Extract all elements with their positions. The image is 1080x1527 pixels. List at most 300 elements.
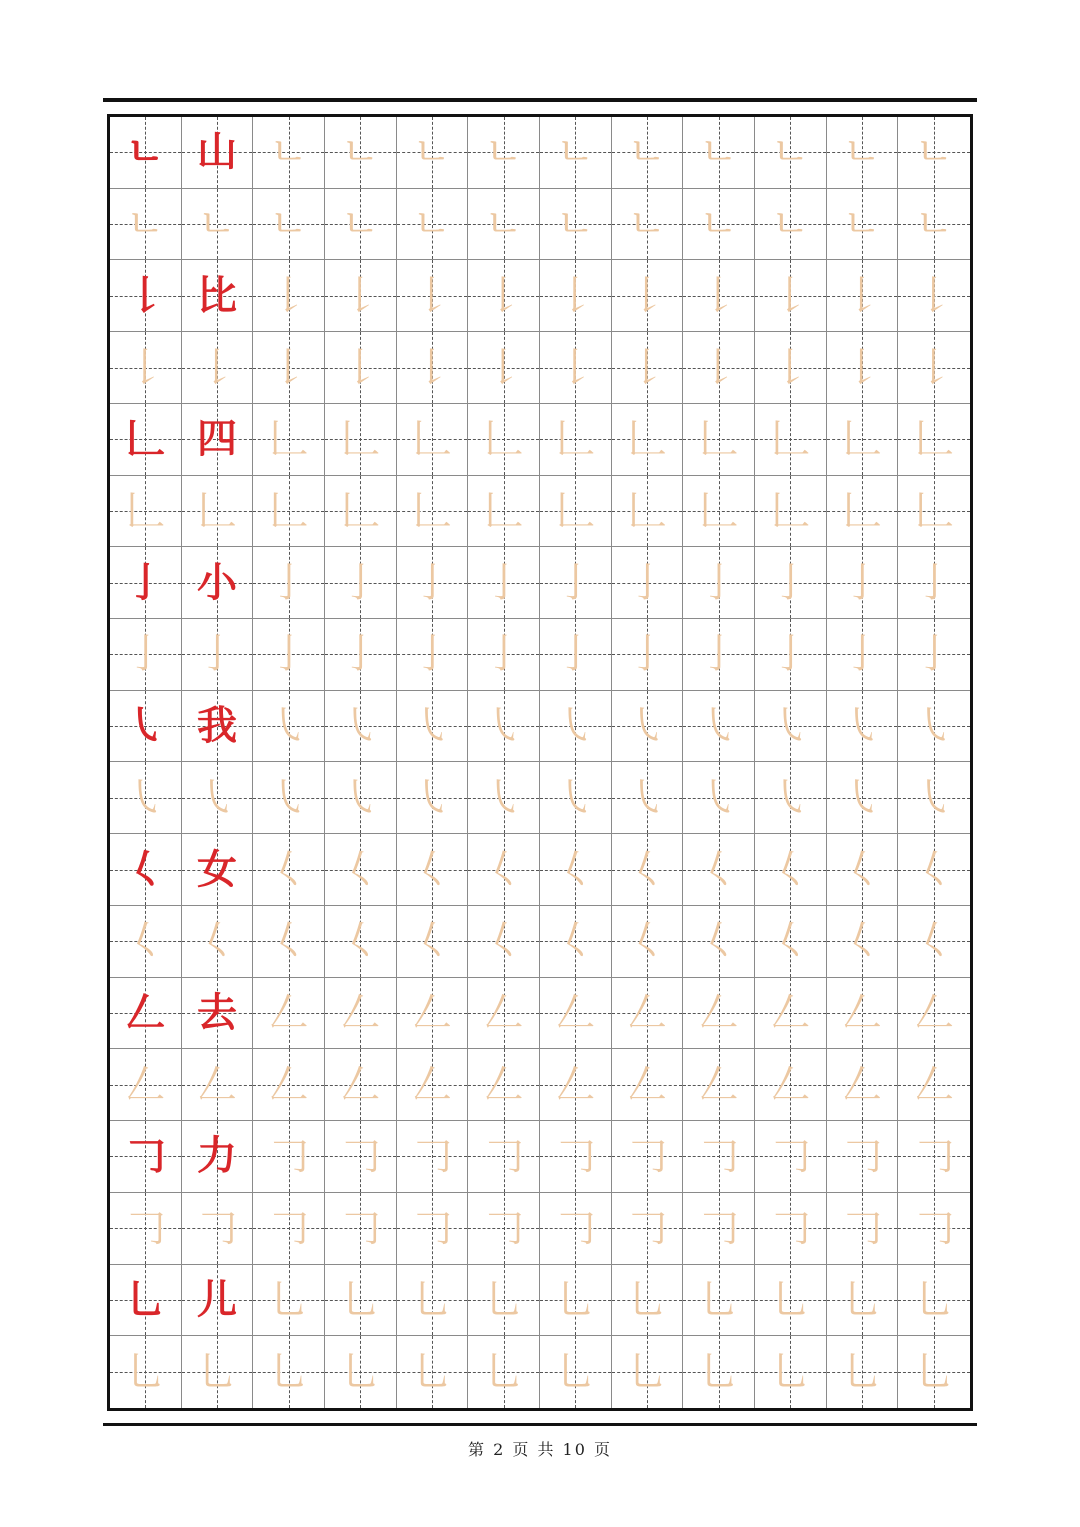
stroke-trace: 𠃊: [914, 416, 955, 463]
grid-cell: [683, 619, 755, 691]
stroke-trace: 𠄌: [340, 344, 381, 391]
stroke-trace: 亅: [698, 559, 739, 606]
stroke-trace: 𠃊: [841, 416, 882, 463]
stroke-trace: 𠃌: [555, 1205, 596, 1252]
grid-cell: [540, 978, 612, 1050]
grid-cell: [898, 404, 970, 476]
grid-cell: [540, 547, 612, 619]
grid-cell: [612, 1193, 684, 1265]
grid-cell: [612, 260, 684, 332]
grid-cell: [827, 332, 899, 404]
stroke-trace: 乚: [555, 1276, 596, 1323]
grid-cell: [182, 260, 254, 332]
example-character: 力: [196, 1132, 237, 1180]
grid-cell: [468, 762, 540, 834]
stroke-trace: 𠃋: [268, 990, 309, 1037]
stroke-trace: 亅: [555, 631, 596, 678]
stroke-trace: 亅: [841, 559, 882, 606]
stroke-trace: 𠃊: [125, 487, 166, 534]
grid-cell: [540, 762, 612, 834]
grid-cell: [612, 332, 684, 404]
stroke-trace: 𠃊: [268, 487, 309, 534]
stroke-trace: 𠃌: [555, 1133, 596, 1180]
grid-cell: [898, 117, 970, 189]
grid-cell: [253, 404, 325, 476]
stroke-trace: 亅: [411, 631, 452, 678]
grid-cell: [325, 834, 397, 906]
grid-cell: [898, 547, 970, 619]
stroke-trace: 𠃊: [411, 487, 452, 534]
grid-cell: [468, 476, 540, 548]
stroke-trace: 𠃊: [626, 416, 667, 463]
stroke-model: ㇂: [125, 702, 166, 750]
grid-cell: [468, 332, 540, 404]
stroke-trace: 𠄌: [914, 344, 955, 391]
stroke-trace: 𠄌: [555, 272, 596, 319]
grid-cell: [182, 1193, 254, 1265]
grid-cell: [683, 906, 755, 978]
grid-cell: [253, 834, 325, 906]
grid-cell: [755, 1049, 827, 1121]
grid-cell: [253, 906, 325, 978]
stroke-trace: 𠃊: [770, 487, 811, 534]
stroke-trace: 𠄌: [411, 272, 452, 319]
stroke-trace: ㇂: [555, 703, 596, 750]
stroke-trace: 亅: [268, 559, 309, 606]
grid-cell: [540, 906, 612, 978]
grid-cell: [612, 476, 684, 548]
stroke-trace: 乚: [914, 1349, 955, 1396]
grid-cell: [182, 117, 254, 189]
stroke-trace: ㇂: [483, 774, 524, 821]
stroke-trace: 𡿨: [125, 918, 166, 965]
stroke-trace: 亅: [626, 631, 667, 678]
stroke-trace: 乚: [411, 1349, 452, 1396]
stroke-trace: 𠄌: [411, 344, 452, 391]
page-footer: 第 2 页 共 10 页: [468, 1440, 612, 1459]
grid-cell: [612, 1265, 684, 1337]
stroke-trace: 𠄌: [125, 344, 166, 391]
grid-cell: [612, 1049, 684, 1121]
grid-cell: [468, 1049, 540, 1121]
grid-cell: [540, 189, 612, 261]
grid-cell: [325, 476, 397, 548]
stroke-trace: ㇂: [698, 703, 739, 750]
stroke-trace: 𠄌: [626, 272, 667, 319]
grid-cell: [755, 1336, 827, 1408]
grid-cell: [468, 691, 540, 763]
stroke-trace: 𠃌: [483, 1205, 524, 1252]
stroke-model: 𠃌: [125, 1132, 166, 1180]
grid-cell: [110, 1049, 182, 1121]
stroke-trace: 𠃊: [914, 487, 955, 534]
grid-cell: [898, 332, 970, 404]
stroke-trace: 亅: [196, 631, 237, 678]
grid-cell: [468, 117, 540, 189]
grid-cell: [755, 978, 827, 1050]
grid-cell: [182, 619, 254, 691]
grid-cell: [540, 404, 612, 476]
grid-cell: [397, 547, 469, 619]
grid-cell: [253, 762, 325, 834]
grid-cell: [325, 404, 397, 476]
stroke-trace: 𠄌: [841, 272, 882, 319]
grid-cell: [397, 260, 469, 332]
stroke-trace: 亅: [125, 631, 166, 678]
stroke-trace: 乚: [483, 1276, 524, 1323]
stroke-trace: 𠃌: [626, 1133, 667, 1180]
stroke-trace: ㇂: [914, 774, 955, 821]
stroke-trace: 𠃌: [268, 1133, 309, 1180]
grid-cell: [325, 762, 397, 834]
grid-cell: [468, 260, 540, 332]
stroke-trace: 𠄌: [770, 344, 811, 391]
grid-cell: [540, 332, 612, 404]
stroke-trace: ㇂: [411, 774, 452, 821]
grid-cell: [683, 691, 755, 763]
stroke-trace: 𡿨: [770, 846, 811, 893]
stroke-trace: 𠃋: [340, 1061, 381, 1108]
grid-cell: [827, 1265, 899, 1337]
stroke-trace: 𠃋: [555, 990, 596, 1037]
grid-cell: [253, 619, 325, 691]
grid-cell: [397, 332, 469, 404]
grid-cell: [397, 1336, 469, 1408]
stroke-trace: 𠄌: [268, 272, 309, 319]
stroke-trace: 𠄌: [914, 272, 955, 319]
grid-cell: [325, 1336, 397, 1408]
stroke-trace: ㄴ: [556, 129, 595, 176]
stroke-trace: ㇂: [411, 703, 452, 750]
stroke-trace: 𠃌: [914, 1133, 955, 1180]
grid-cell: [397, 1193, 469, 1265]
example-character: 女: [196, 845, 237, 893]
grid-cell: [397, 906, 469, 978]
grid-cell: [182, 189, 254, 261]
grid-cell: [898, 189, 970, 261]
grid-cell: [397, 619, 469, 691]
grid-cell: [898, 1336, 970, 1408]
stroke-trace: ㄴ: [556, 201, 595, 248]
stroke-trace: 𠃌: [914, 1205, 955, 1252]
stroke-trace: 𠃋: [841, 1061, 882, 1108]
grid-cell: [468, 834, 540, 906]
stroke-trace: 𠃌: [626, 1205, 667, 1252]
stroke-trace: 亅: [626, 559, 667, 606]
grid-cell: [110, 1121, 182, 1193]
grid-cell: [683, 978, 755, 1050]
grid-cell: [683, 332, 755, 404]
stroke-trace: 𠃊: [340, 487, 381, 534]
grid-cell: [110, 189, 182, 261]
grid-cell: [612, 906, 684, 978]
stroke-trace: 𡿨: [483, 918, 524, 965]
grid-cell: [827, 619, 899, 691]
grid-cell: [898, 1121, 970, 1193]
grid-cell: [468, 978, 540, 1050]
grid-cell: [540, 619, 612, 691]
example-character: 儿: [196, 1275, 237, 1323]
stroke-trace: 𠄌: [770, 272, 811, 319]
stroke-trace: ㇂: [268, 774, 309, 821]
grid-cell: [253, 189, 325, 261]
grid-cell: [110, 117, 182, 189]
grid-cell: [827, 404, 899, 476]
grid-cell: [683, 1121, 755, 1193]
grid-cell: [898, 691, 970, 763]
grid-cell: [540, 260, 612, 332]
stroke-trace: 亅: [340, 559, 381, 606]
stroke-trace: 亅: [841, 631, 882, 678]
grid-cell: [612, 834, 684, 906]
stroke-model: 𡿨: [125, 845, 166, 893]
grid-cell: [755, 476, 827, 548]
stroke-trace: 𠃌: [340, 1133, 381, 1180]
grid-cell: [898, 1193, 970, 1265]
grid-cell: [827, 547, 899, 619]
bottom-rule: [103, 1423, 977, 1426]
grid-cell: [110, 978, 182, 1050]
grid-cell: [612, 189, 684, 261]
grid-cell: [325, 1121, 397, 1193]
grid-cell: [182, 762, 254, 834]
stroke-trace: 𠃋: [698, 1061, 739, 1108]
stroke-trace: 𡿨: [268, 846, 309, 893]
stroke-trace: 亅: [268, 631, 309, 678]
stroke-trace: 乚: [340, 1349, 381, 1396]
stroke-trace: 乚: [268, 1349, 309, 1396]
stroke-model: 𠃊: [125, 415, 166, 463]
example-character: 比: [196, 271, 237, 319]
grid-cell: [182, 978, 254, 1050]
stroke-trace: 𠄌: [340, 272, 381, 319]
grid-cell: [182, 1265, 254, 1337]
stroke-trace: ㄴ: [412, 201, 452, 248]
grid-cell: [755, 834, 827, 906]
stroke-trace: 𠃋: [914, 990, 955, 1037]
stroke-trace: 𠃊: [268, 416, 309, 463]
stroke-trace: ㄴ: [771, 129, 810, 176]
stroke-trace: 𠃊: [340, 416, 381, 463]
stroke-trace: 𡿨: [914, 846, 955, 893]
stroke-trace: 𠃊: [411, 416, 452, 463]
grid-cell: [683, 476, 755, 548]
grid-cell: [612, 117, 684, 189]
stroke-trace: 𠃊: [841, 487, 882, 534]
stroke-trace: 𡿨: [483, 846, 524, 893]
grid-cell: [540, 834, 612, 906]
stroke-trace: ㄴ: [914, 129, 954, 176]
stroke-trace: 𠃊: [555, 487, 596, 534]
stroke-trace: 𠃊: [626, 487, 667, 534]
grid-cell: [397, 189, 469, 261]
stroke-trace: 乚: [626, 1276, 667, 1323]
stroke-trace: 𡿨: [626, 918, 667, 965]
stroke-trace: ㄴ: [842, 201, 882, 248]
stroke-trace: 𠃌: [483, 1133, 524, 1180]
grid-cell: [612, 978, 684, 1050]
stroke-trace: ㄴ: [484, 201, 523, 248]
stroke-trace: 𠃋: [555, 1061, 596, 1108]
stroke-trace: 𠃌: [411, 1205, 452, 1252]
grid-cell: [898, 978, 970, 1050]
stroke-trace: 𠃋: [196, 1061, 237, 1108]
stroke-trace: ㇂: [268, 703, 309, 750]
stroke-trace: ㄴ: [341, 201, 380, 248]
stroke-trace: 𡿨: [770, 918, 811, 965]
stroke-trace: 乚: [698, 1349, 739, 1396]
grid-cell: [898, 834, 970, 906]
stroke-trace: 𡿨: [196, 918, 237, 965]
stroke-trace: ㄴ: [627, 201, 667, 248]
stroke-trace: 𠃋: [125, 1061, 166, 1108]
stroke-trace: ㇂: [483, 703, 524, 750]
grid-cell: [827, 834, 899, 906]
stroke-model: 乚: [125, 1275, 166, 1323]
grid-cell: [110, 332, 182, 404]
grid-cell: [110, 1193, 182, 1265]
stroke-trace: 𡿨: [698, 846, 739, 893]
grid-cell: [397, 1265, 469, 1337]
grid-cell: [755, 1265, 827, 1337]
grid-cell: [182, 691, 254, 763]
grid-cell: [325, 1049, 397, 1121]
grid-cell: [325, 1193, 397, 1265]
stroke-trace: 𠃌: [841, 1205, 882, 1252]
grid-cell: [898, 1049, 970, 1121]
grid-cell: [755, 260, 827, 332]
stroke-trace: 亅: [698, 631, 739, 678]
grid-cell: [110, 1265, 182, 1337]
grid-cell: [253, 1193, 325, 1265]
stroke-trace: 𠄌: [626, 344, 667, 391]
stroke-trace: ㇂: [914, 703, 955, 750]
grid-cell: [827, 1193, 899, 1265]
grid-cell: [325, 978, 397, 1050]
grid-cell: [182, 332, 254, 404]
grid-cell: [540, 1121, 612, 1193]
grid-cell: [397, 1049, 469, 1121]
grid-cell: [683, 404, 755, 476]
grid-cell: [683, 547, 755, 619]
grid-cell: [325, 1265, 397, 1337]
grid-cell: [827, 906, 899, 978]
grid-cell: [182, 476, 254, 548]
grid-cell: [397, 762, 469, 834]
top-rule: [103, 98, 977, 102]
grid-cell: [110, 691, 182, 763]
stroke-trace: 乚: [626, 1349, 667, 1396]
grid-cell: [468, 1121, 540, 1193]
grid-cell: [397, 476, 469, 548]
stroke-trace: 乚: [555, 1349, 596, 1396]
grid-cell: [755, 906, 827, 978]
stroke-trace: 𡿨: [340, 918, 381, 965]
grid-cell: [898, 260, 970, 332]
example-character: 山: [196, 128, 237, 176]
grid-cell: [612, 1336, 684, 1408]
grid-cell: [898, 762, 970, 834]
stroke-trace: 𠃊: [555, 416, 596, 463]
stroke-trace: 亅: [411, 559, 452, 606]
stroke-trace: ㄴ: [699, 201, 738, 248]
grid-cell: [325, 547, 397, 619]
stroke-trace: 乚: [483, 1349, 524, 1396]
stroke-trace: 𠄌: [483, 344, 524, 391]
grid-cell: [468, 189, 540, 261]
stroke-trace: 𠃌: [770, 1133, 811, 1180]
stroke-model: 𠄌: [125, 271, 166, 319]
grid-cell: [182, 1336, 254, 1408]
stroke-trace: 亅: [555, 559, 596, 606]
stroke-model: ㄴ: [126, 128, 165, 176]
stroke-trace: ㇂: [196, 774, 237, 821]
stroke-trace: 亅: [770, 631, 811, 678]
grid-cell: [110, 260, 182, 332]
stroke-model: 𠃋: [125, 989, 166, 1037]
grid-cell: [253, 691, 325, 763]
grid-cell: [755, 691, 827, 763]
grid-cell: [755, 117, 827, 189]
grid-cell: [898, 619, 970, 691]
stroke-trace: 𠃌: [770, 1205, 811, 1252]
stroke-trace: 𠃋: [841, 990, 882, 1037]
stroke-trace: ㇂: [626, 774, 667, 821]
stroke-trace: 亅: [914, 631, 955, 678]
stroke-trace: 亅: [770, 559, 811, 606]
grid-cell: [325, 691, 397, 763]
stroke-trace: ㇂: [340, 703, 381, 750]
stroke-trace: ㇂: [340, 774, 381, 821]
stroke-trace: 𡿨: [268, 918, 309, 965]
stroke-trace: 𡿨: [555, 918, 596, 965]
grid-cell: [612, 1121, 684, 1193]
example-character: 小: [196, 558, 237, 606]
stroke-trace: 𡿨: [555, 846, 596, 893]
grid-cell: [397, 978, 469, 1050]
stroke-trace: ㄴ: [842, 129, 882, 176]
stroke-trace: 𠃋: [698, 990, 739, 1037]
grid-cell: [683, 117, 755, 189]
grid-cell: [683, 834, 755, 906]
grid-cell: [182, 1121, 254, 1193]
stroke-trace: 𠃊: [770, 416, 811, 463]
grid-cell: [755, 547, 827, 619]
grid-cell: [827, 762, 899, 834]
stroke-trace: 𠃋: [411, 990, 452, 1037]
stroke-trace: 𡿨: [626, 846, 667, 893]
grid-cell: [468, 1193, 540, 1265]
stroke-trace: 𠄌: [698, 344, 739, 391]
stroke-trace: 𠃌: [196, 1205, 237, 1252]
grid-cell: [253, 1049, 325, 1121]
stroke-trace: 乚: [411, 1276, 452, 1323]
practice-grid: [107, 114, 973, 1411]
grid-cell: [325, 906, 397, 978]
grid-cell: [755, 332, 827, 404]
grid-cell: [253, 332, 325, 404]
stroke-trace: ㄴ: [699, 129, 738, 176]
grid-cell: [827, 476, 899, 548]
stroke-trace: ㇂: [770, 774, 811, 821]
grid-cell: [683, 762, 755, 834]
example-character: 我: [196, 702, 237, 750]
grid-cell: [253, 547, 325, 619]
stroke-trace: 𠃋: [626, 990, 667, 1037]
stroke-trace: 乚: [914, 1276, 955, 1323]
stroke-trace: ㇂: [841, 703, 882, 750]
grid-cell: [110, 547, 182, 619]
